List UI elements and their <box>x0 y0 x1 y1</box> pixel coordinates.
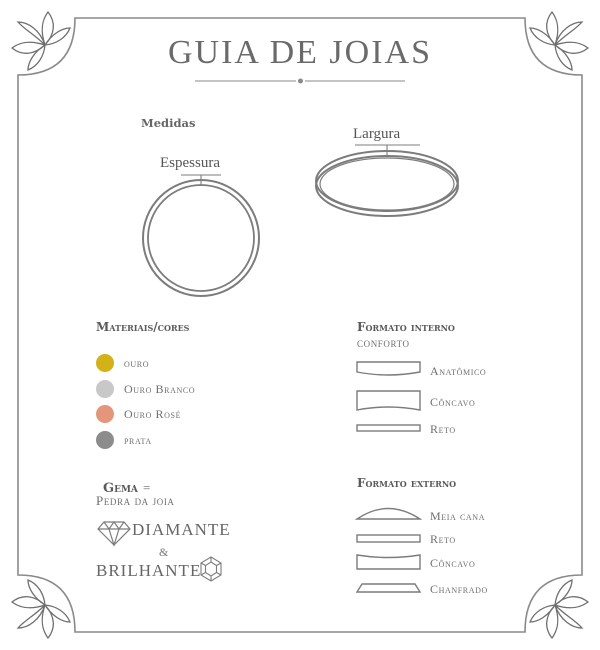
formato-externo-label-meia-cana: Meia cana <box>430 509 486 523</box>
color-swatch-ouro-rose <box>96 405 114 423</box>
espessura-label: Espessura <box>160 155 220 171</box>
formato-interno-subtitle: conforto <box>357 336 410 350</box>
diamond-icon <box>98 522 130 545</box>
ring-front-diagram <box>143 175 259 296</box>
material-label-ouro-branco: Ouro Branco <box>124 382 196 396</box>
color-swatch-prata <box>96 431 114 449</box>
gema-subtitle: Pedra da joia <box>96 493 175 508</box>
material-label-prata: prata <box>124 433 152 447</box>
largura-label: Largura <box>353 126 401 142</box>
shape-reto-externo <box>357 535 420 542</box>
ring-perspective-diagram <box>316 145 458 216</box>
color-swatch-ouro-branco <box>96 380 114 398</box>
materiais-heading: Materiais/cores <box>96 320 190 334</box>
brilliant-cut-icon <box>201 557 221 581</box>
formato-externo-label-reto: Reto <box>430 532 456 546</box>
formato-interno-heading: Formato interno <box>357 320 455 334</box>
shape-anatomico <box>357 362 420 375</box>
formato-externo-label-chanfrado: Chanfrado <box>430 582 488 596</box>
diamante-label: DIAMANTE <box>132 520 231 539</box>
medidas-label: Medidas <box>141 116 196 130</box>
material-label-ouro: ouro <box>124 356 150 370</box>
formato-interno-shapes <box>357 362 420 431</box>
color-swatch-ouro <box>96 354 114 372</box>
formato-externo-heading: Formato externo <box>357 476 457 490</box>
shape-meia-cana <box>357 509 420 520</box>
ampersand: & <box>159 545 169 559</box>
formato-externo-label-concavo: Côncavo <box>430 556 476 570</box>
shape-chanfrado <box>357 584 420 592</box>
formato-interno-label-anatomico: Anatômico <box>430 364 487 378</box>
shape-reto-interno <box>357 425 420 431</box>
shape-concavo-externo <box>357 555 420 569</box>
title-divider <box>195 79 405 84</box>
material-label-ouro-rose: Ouro Rosé <box>124 407 182 421</box>
formato-interno-label-reto: Reto <box>430 422 456 436</box>
formato-interno-label-concavo: Côncavo <box>430 395 476 409</box>
page-title: GUIA DE JOIAS <box>168 34 432 71</box>
shape-concavo-interno <box>357 391 420 410</box>
brilhante-label: BRILHANTE <box>96 561 202 580</box>
gema-equals: = <box>143 480 151 495</box>
gema-heading: Gema <box>103 481 138 496</box>
formato-externo-shapes <box>357 509 420 593</box>
